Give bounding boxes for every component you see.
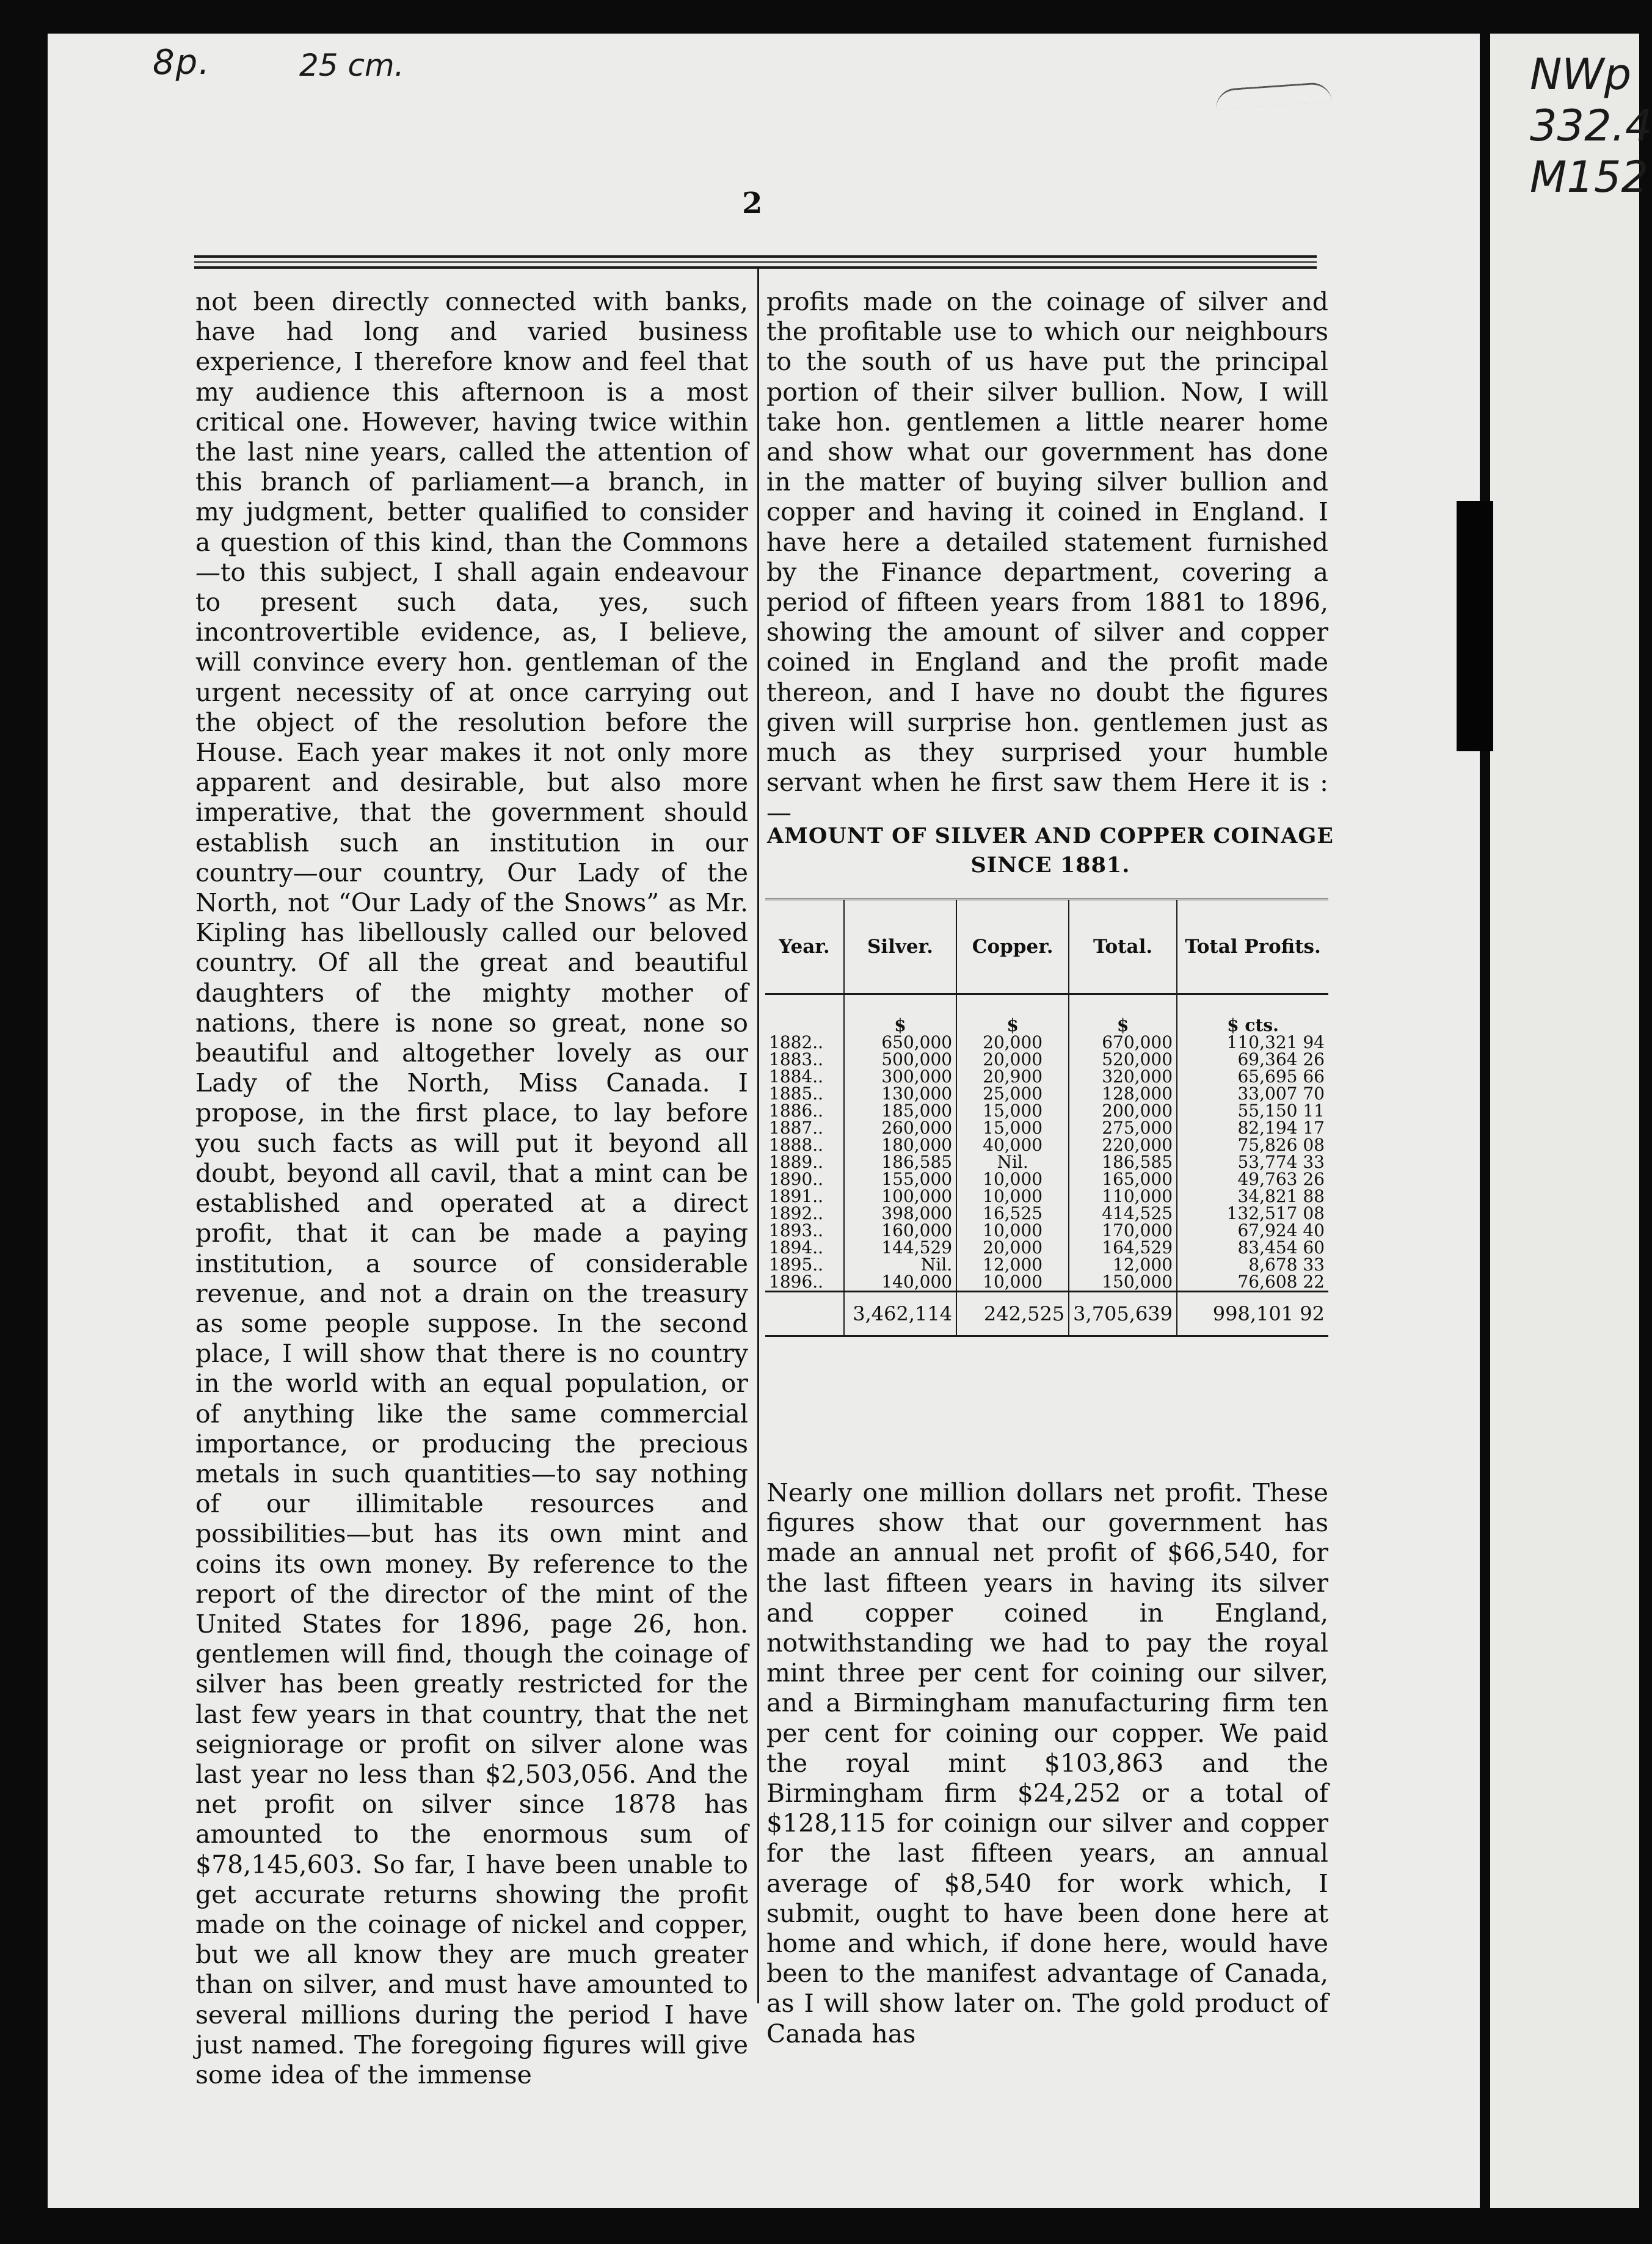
table-cell: 1891.. xyxy=(769,1186,824,1206)
table-row xyxy=(765,1102,1328,1120)
header-year: Year. xyxy=(765,899,844,994)
totals-row xyxy=(765,1292,1328,1336)
table-row xyxy=(765,1222,1328,1239)
table-cell: 130,000 xyxy=(844,1085,956,1102)
adjacent-page-strip xyxy=(1490,34,1639,2208)
table-cell: 1896.. xyxy=(769,1272,824,1292)
table-cell: 82,194 17 xyxy=(1177,1120,1328,1137)
table-cell: 1885.. xyxy=(769,1084,824,1104)
table-row xyxy=(765,1051,1328,1068)
table-row xyxy=(765,1239,1328,1256)
table-cell: 128,000 xyxy=(1069,1085,1177,1102)
table-cell: 414,525 xyxy=(1069,1205,1177,1222)
table-cell: 1890.. xyxy=(769,1169,824,1189)
header-rule xyxy=(194,255,1317,258)
table-cell: 1882.. xyxy=(769,1032,824,1052)
table-cell: 164,529 xyxy=(1069,1239,1177,1256)
header-copper: Copper. xyxy=(956,899,1069,994)
table-cell: 110,000 xyxy=(1069,1188,1177,1205)
table-cell: 150,000 xyxy=(1069,1273,1177,1292)
table-cell: 15,000 xyxy=(956,1102,1069,1120)
table-cell: 34,821 88 xyxy=(1177,1188,1328,1205)
column-divider xyxy=(757,269,759,2003)
table-row xyxy=(765,1137,1328,1154)
table-row xyxy=(765,1120,1328,1137)
table-title: AMOUNT OF SILVER AND COPPER COINAGE SINCE 1881. xyxy=(767,823,1334,878)
table-cell: 75,826 08 xyxy=(1177,1137,1328,1154)
table-row xyxy=(765,1085,1328,1102)
table-row xyxy=(765,1034,1328,1051)
table-row xyxy=(765,1171,1328,1188)
totals-cell: 998,101 92 xyxy=(1177,1292,1328,1336)
table-cell: 69,364 26 xyxy=(1177,1051,1328,1068)
table-cell: 1892.. xyxy=(769,1203,824,1223)
table-cell: 33,007 70 xyxy=(1177,1085,1328,1102)
table-cell: Nil. xyxy=(956,1154,1069,1171)
table-cell: Nil. xyxy=(844,1256,956,1273)
table-cell: 1893.. xyxy=(769,1220,824,1240)
right-column-bottom-text: Nearly one million dollars net profit. These figures show that our government has made an annual net profit of $66,540, for the last fifteen years in having its silver and copper coined in England, notwithstanding we had to pay the royal mint three per cent for coining our silver, and a Birmingham manufacturing firm ten per cent for coining our copper. We paid the royal mint $103,863 and the Birmingham firm $24,252 or a total of $128,115 for coinign our silver and copper for the last fifteen years, an annual average of $8,540 for work which, I submit, ought to have been done here at home and which, if done here, would have been to the manifest advantage of Canada, as I will show later on. The gold product of Canada has xyxy=(766,1478,1328,2049)
table-cell: 65,695 66 xyxy=(1177,1068,1328,1085)
table-cell: 20,000 xyxy=(956,1051,1069,1068)
table-cell: 15,000 xyxy=(956,1120,1069,1137)
table-cell: 55,150 11 xyxy=(1177,1102,1328,1120)
table-cell: 100,000 xyxy=(844,1188,956,1205)
pencil-annotation-pages: 8p. xyxy=(153,43,211,82)
table-header-row xyxy=(765,899,1328,994)
table-row xyxy=(765,1256,1328,1273)
table-cell: 160,000 xyxy=(844,1222,956,1239)
table-cell: 180,000 xyxy=(844,1137,956,1154)
table-cell: 67,924 40 xyxy=(1177,1222,1328,1239)
table-row xyxy=(765,1273,1328,1292)
call-number-line-1: NWp xyxy=(1530,49,1632,100)
table-cell: 185,000 xyxy=(844,1102,956,1120)
units-cell: $ xyxy=(844,994,956,1035)
table-row xyxy=(765,1154,1328,1171)
table-cell: 12,000 xyxy=(1069,1256,1177,1273)
units-cell: $ cts. xyxy=(1177,994,1328,1035)
table-cell: 40,000 xyxy=(956,1137,1069,1154)
table-cell: 110,321 94 xyxy=(1177,1034,1328,1051)
header-total-profits: Total Profits. xyxy=(1177,899,1328,994)
table-cell: 520,000 xyxy=(1069,1051,1177,1068)
table-cell: 1883.. xyxy=(769,1049,824,1069)
table-cell: 186,585 xyxy=(844,1154,956,1171)
table-cell: 20,900 xyxy=(956,1068,1069,1085)
totals-cell: 242,525 xyxy=(956,1292,1069,1336)
header-rule xyxy=(194,261,1317,263)
units-cell xyxy=(765,994,844,1035)
pencil-annotation-size: 25 cm. xyxy=(299,48,404,83)
table-cell: 8,678 33 xyxy=(1177,1256,1328,1273)
table-cell: 20,000 xyxy=(956,1239,1069,1256)
table-cell: 1888.. xyxy=(769,1135,824,1155)
table-cell: 10,000 xyxy=(956,1222,1069,1239)
totals-cell xyxy=(765,1292,844,1336)
header-rule xyxy=(194,266,1317,269)
table-cell: 144,529 xyxy=(844,1239,956,1256)
table-cell: 1887.. xyxy=(769,1118,824,1138)
table-cell: 140,000 xyxy=(844,1273,956,1292)
table-cell: 132,517 08 xyxy=(1177,1205,1328,1222)
table-cell: 650,000 xyxy=(844,1034,956,1051)
units-row xyxy=(765,994,1328,1035)
table-cell: 500,000 xyxy=(844,1051,956,1068)
table-cell: 320,000 xyxy=(1069,1068,1177,1085)
table-row xyxy=(765,1205,1328,1222)
coinage-table xyxy=(765,898,1328,1337)
table-cell: 25,000 xyxy=(956,1085,1069,1102)
table-cell: 1894.. xyxy=(769,1237,824,1258)
table-cell: 10,000 xyxy=(956,1273,1069,1292)
page-number: 2 xyxy=(742,186,763,220)
table-cell: 398,000 xyxy=(844,1205,956,1222)
left-column-text: not been directly connected with banks, have had long and varied business experience, I therefore know and feel that my audience this afternoon is a most critical one. However, having twice within the last nine years, called the attention of this branch of parliament—a branch, in my judgment, better qualified to consider a question of this kind, than the Commons—to this subject, I shall again endeavour to present such data, yes, such incontrovertible evidence, as, I believe, will convince every hon. gentleman of the urgent necessity of at once carrying out the object of the resolution before the House. Each year makes it not only more apparent and desirable, but also more imperative, that the government should establish such an institution in our country—our country, Our Lady of the North, not “Our Lady of the Snows” as Mr. Kipling has libellously called our beloved country. Of all the great and beautiful daughters of the mighty mother of nations, there is none so great, none so beautiful and altogether lovely as our Lady of the North, Miss Canada. I propose, in the first place, to lay before you such facts as will put it beyond all doubt, beyond all cavil, that a mint can be established and operated at a direct profit, that it can be made a paying institution, a source of considerable revenue, and not a drain on the treasury as some people suppose. In the second place, I will show that there is no country in the world with an equal population, or of anything like the same commercial importance, or producing the precious metals in such quantities—to say nothing of our illimitable resources and possibilities—but has its own mint and coins its own money. By reference to the report of the director of the mint of the United States for 1896, page 26, hon. gentlemen will find, though the coinage of silver has been greatly restricted for the last few years in that country, that the net seigniorage or profit on silver alone was last year no less than $2,503,056. And the net profit on silver since 1878 has amounted to the enormous sum of $78,145,603. So far, I have been unable to get accurate returns showing the profit made on the coinage of nickel and copper, but we all know they are much greater than on silver, and must have amounted to several millions during the period I have just named. The foregoing figures will give some idea of the immense xyxy=(195,287,748,2089)
totals-cell: 3,462,114 xyxy=(844,1292,956,1336)
units-cell: $ xyxy=(1069,994,1177,1035)
table-cell: 53,774 33 xyxy=(1177,1154,1328,1171)
table-cell: 1889.. xyxy=(769,1152,824,1172)
table-cell: 300,000 xyxy=(844,1068,956,1085)
table-cell: 12,000 xyxy=(956,1256,1069,1273)
table-cell: 76,608 22 xyxy=(1177,1273,1328,1292)
header-total: Total. xyxy=(1069,899,1177,994)
header-silver: Silver. xyxy=(844,899,956,994)
table-cell: 155,000 xyxy=(844,1171,956,1188)
right-column-top-text: profits made on the coinage of silver and the profitable use to which our neighbours to the south of us have put the principal portion of their silver bullion. Now, I will take hon. gentlemen a little nearer home and show what our government has done in the matter of buying silver bullion and copper and having it coined in England. I have here a detailed statement furnished by the Finance department, covering a period of fifteen years from 1881 to 1896, showing the amount of silver and copper coined in England and the profit made thereon, and I have no doubt the figures given will surprise hon. gentlemen just as much as they surprised your humble servant when he first saw them Here it is :— xyxy=(766,287,1328,828)
table-cell: 1886.. xyxy=(769,1101,824,1121)
table-cell: 186,585 xyxy=(1069,1154,1177,1171)
table-cell: 200,000 xyxy=(1069,1102,1177,1120)
table-cell: 670,000 xyxy=(1069,1034,1177,1051)
table-cell: 220,000 xyxy=(1069,1137,1177,1154)
table-cell: 16,525 xyxy=(956,1205,1069,1222)
totals-cell: 3,705,639 xyxy=(1069,1292,1177,1336)
table-cell: 260,000 xyxy=(844,1120,956,1137)
table-cell: 20,000 xyxy=(956,1034,1069,1051)
binding-shadow xyxy=(1457,501,1493,751)
table-cell: 1895.. xyxy=(769,1255,824,1275)
table-cell: 1884.. xyxy=(769,1066,824,1087)
units-cell: $ xyxy=(956,994,1069,1035)
call-number-line-3: M152 xyxy=(1530,152,1649,202)
table-row xyxy=(765,1188,1328,1205)
table-cell: 83,454 60 xyxy=(1177,1239,1328,1256)
call-number-line-2: 332.4 xyxy=(1530,101,1652,151)
table-row xyxy=(765,1068,1328,1085)
call-number xyxy=(1530,49,1652,203)
table-cell: 49,763 26 xyxy=(1177,1171,1328,1188)
table-cell: 10,000 xyxy=(956,1188,1069,1205)
table-cell: 10,000 xyxy=(956,1171,1069,1188)
table-cell: 275,000 xyxy=(1069,1120,1177,1137)
table-cell: 165,000 xyxy=(1069,1171,1177,1188)
table-cell: 170,000 xyxy=(1069,1222,1177,1239)
